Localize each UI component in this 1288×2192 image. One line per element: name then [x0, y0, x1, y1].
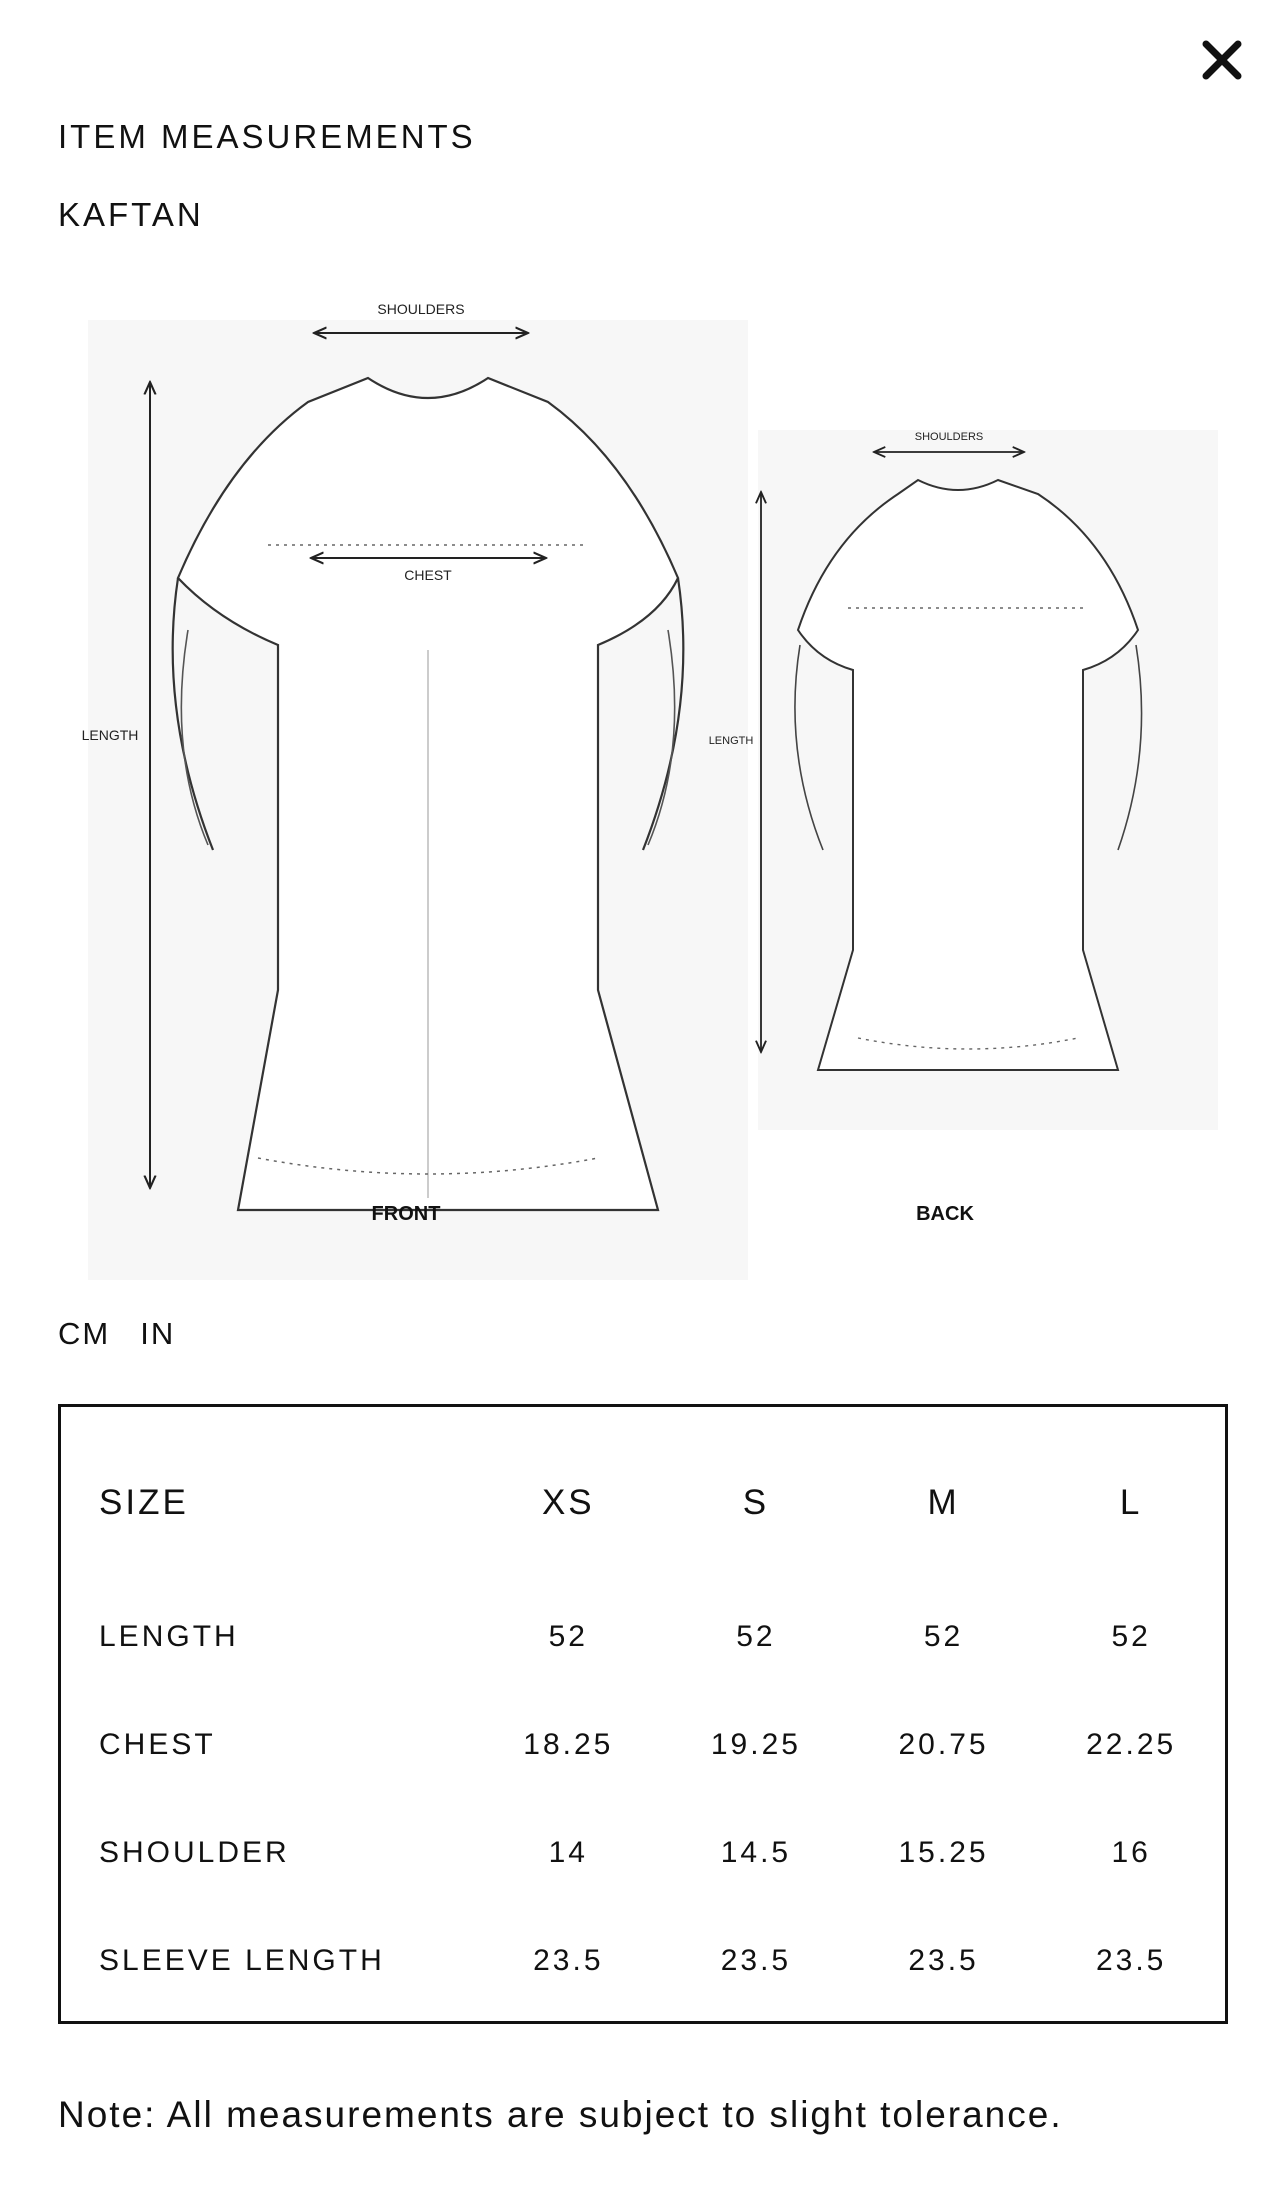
table-row — [61, 1907, 1225, 2015]
table-header-xs: XS — [541, 1483, 595, 1522]
table-cell: 52 — [1111, 1620, 1151, 1653]
back-shoulders-label: SHOULDERS — [914, 431, 984, 443]
table-row — [61, 1799, 1225, 1907]
table-cell: 18.25 — [523, 1728, 614, 1761]
table-cell: 16 — [1111, 1836, 1151, 1869]
front-shoulders-label: SHOULDERS — [377, 301, 465, 317]
table-cell: 23.5 — [533, 1944, 604, 1977]
front-chest-label: CHEST — [404, 567, 452, 583]
measurement-diagram — [58, 290, 1228, 1280]
row-label: LENGTH — [99, 1620, 239, 1653]
table-cell: 52 — [548, 1620, 588, 1653]
table-header-row — [61, 1467, 1225, 1583]
close-button[interactable] — [1192, 30, 1252, 90]
table-cell: 19.25 — [710, 1728, 801, 1761]
tolerance-note: Note: All measurements are subject to slight tolerance. — [58, 2094, 1063, 2135]
unit-toggle — [58, 1316, 175, 1352]
table-cell: 14 — [548, 1836, 588, 1869]
unit-in-button[interactable]: IN — [140, 1316, 176, 1351]
table-header-size: SIZE — [99, 1483, 189, 1522]
table-cell: 20.75 — [898, 1728, 989, 1761]
row-label: SHOULDER — [99, 1836, 290, 1869]
table-cell: 23.5 — [908, 1944, 979, 1977]
front-length-label: LENGTH — [81, 727, 139, 743]
table-cell: 15.25 — [898, 1836, 989, 1869]
table-row — [61, 1691, 1225, 1799]
back-length-label: LENGTH — [708, 735, 754, 747]
table-cell: 52 — [923, 1620, 964, 1653]
table-header-l: L — [1119, 1483, 1143, 1522]
product-name: KAFTAN — [58, 196, 204, 233]
back-label: BACK — [916, 1203, 974, 1225]
front-label: FRONT — [371, 1203, 441, 1225]
row-label: CHEST — [99, 1728, 216, 1761]
table-cell: 22.25 — [1086, 1728, 1177, 1761]
page-title: ITEM MEASUREMENTS — [58, 118, 476, 155]
table-cell: 23.5 — [1095, 1944, 1167, 1977]
table-header-s: S — [742, 1483, 770, 1522]
size-chart-table — [58, 1404, 1228, 2024]
table-cell: 52 — [736, 1620, 776, 1653]
table-cell: 23.5 — [720, 1944, 792, 1977]
table-header-m: M — [927, 1483, 960, 1522]
close-icon — [1200, 38, 1244, 82]
table-cell: 14.5 — [720, 1836, 792, 1869]
row-label: SLEEVE LENGTH — [99, 1944, 385, 1977]
table-row — [61, 1583, 1225, 1691]
unit-cm-button[interactable]: CM — [58, 1316, 111, 1351]
